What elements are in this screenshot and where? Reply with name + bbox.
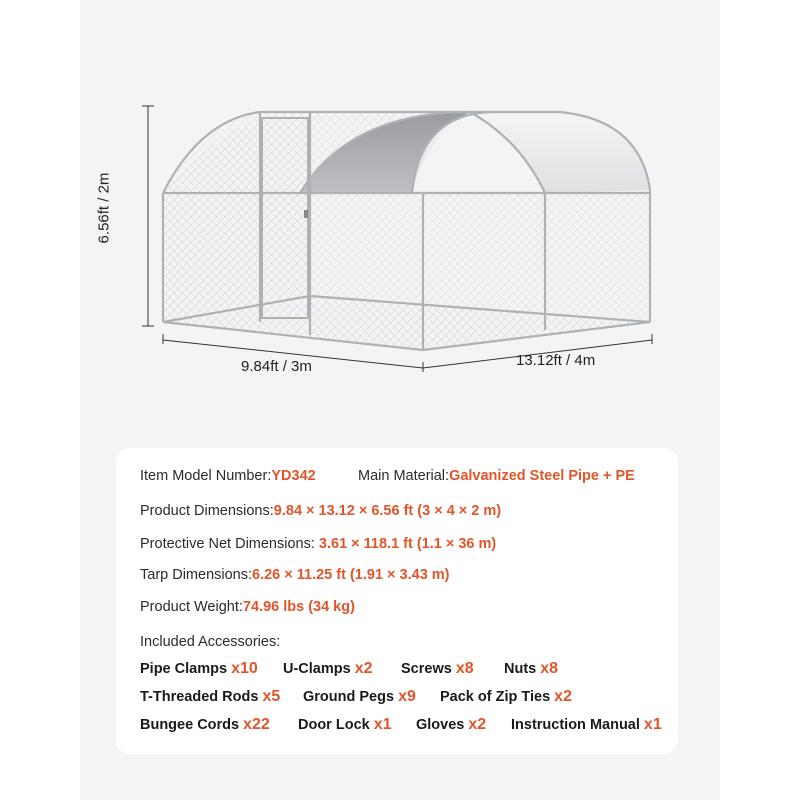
model-value: YD342: [271, 468, 316, 484]
net-dimensions-value: 3.61 × 118.1 ft (1.1 × 36 m): [318, 536, 497, 552]
product-dimensions-row: [140, 503, 501, 519]
accessory-item: T-Threaded Rods x5: [140, 688, 281, 705]
accessory-item: Bungee Cords x22: [140, 716, 270, 733]
material-label: Main Material:: [358, 468, 450, 484]
door-lock-icon: [304, 210, 308, 218]
height-dimension-label: 6.56ft / 2m: [95, 172, 113, 244]
width-dimension-label: 9.84ft / 3m: [241, 358, 312, 375]
accessory-item: Screws x8: [401, 660, 474, 677]
accessories-heading: Included Accessories:: [140, 634, 281, 650]
depth-dimension-label: 13.12ft / 4m: [516, 352, 596, 369]
weight-row: [140, 599, 355, 615]
tarp-dimensions-value: 6.26 × 11.25 ft (1.91 × 3.43 m): [252, 567, 450, 583]
tarp-dimensions-label: Tarp Dimensions:: [140, 567, 253, 583]
accessory-item: Instruction Manual x1: [511, 716, 662, 733]
accessory-item: Pipe Clamps x10: [140, 660, 258, 677]
product-dimensions-value: 9.84 × 13.12 × 6.56 ft (3 × 4 × 2 m): [273, 503, 502, 519]
accessory-item: Nuts x8: [504, 660, 559, 677]
product-dimensions-label: Product Dimensions:: [140, 503, 274, 519]
accessory-item: Ground Pegs x9: [303, 688, 416, 705]
model-row: [140, 468, 316, 484]
tarp-dimensions-row: [140, 567, 450, 583]
model-label: Item Model Number:: [140, 468, 272, 484]
material-value: Galvanized Steel Pipe + PE: [449, 468, 635, 484]
accessory-item: Door Lock x1: [298, 716, 392, 733]
net-dimensions-row: [140, 536, 496, 552]
net-dimensions-label: Protective Net Dimensions:: [140, 536, 319, 552]
accessory-item: Gloves x2: [416, 716, 487, 733]
weight-value: 74.96 lbs (34 kg): [242, 599, 355, 615]
material-row: [358, 468, 635, 484]
weight-label: Product Weight:: [140, 599, 243, 615]
accessory-item: U-Clamps x2: [283, 660, 373, 677]
accessory-item: Pack of Zip Ties x2: [440, 688, 572, 705]
